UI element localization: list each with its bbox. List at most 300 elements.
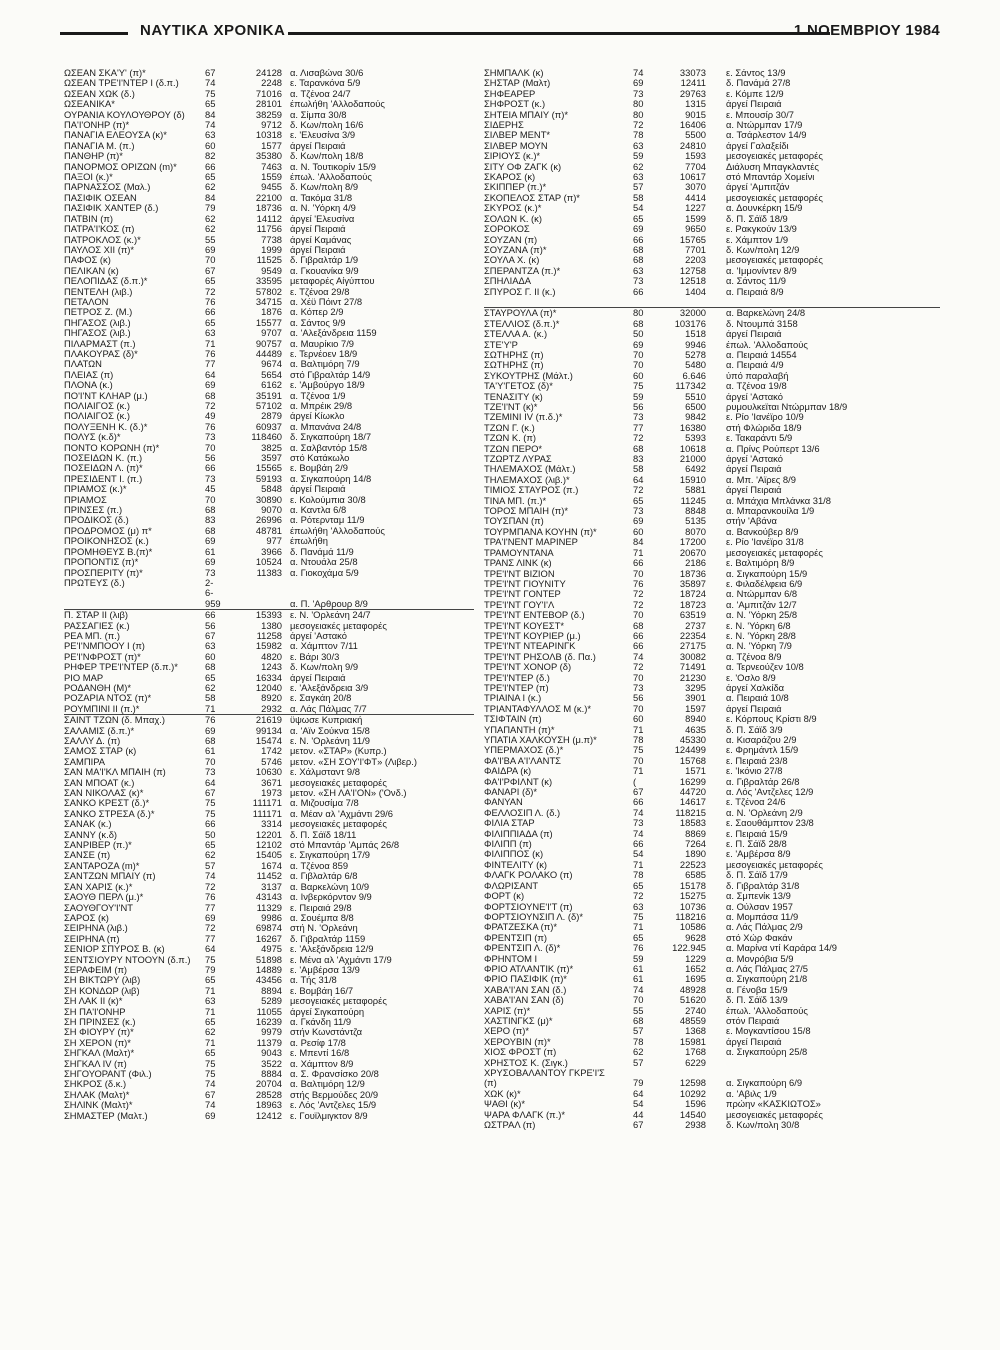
tonnage: 51620 <box>679 995 706 1006</box>
position: άργεί Πειραιά <box>726 1036 782 1047</box>
ship-row <box>484 1006 940 1016</box>
position: α. 'Ιμμονίντεν 8/9 <box>726 265 797 276</box>
ship-name: ΠΡΟΙΚΟΝΗΣΟΣ (κ.) <box>64 536 149 547</box>
built-year: 65 <box>633 932 644 943</box>
ship-row <box>484 693 940 703</box>
tonnage: 5881 <box>685 485 706 496</box>
ship-row <box>64 547 474 557</box>
ship-row <box>64 1038 474 1048</box>
position: ε. 'Αλεξάνδρεια 3/9 <box>290 682 369 693</box>
position: α. Λάς Πάλμας 27/5 <box>726 963 808 974</box>
tonnage: 14617 <box>679 797 706 808</box>
position: έπωλ. 'Αλλοδαπούς <box>290 172 372 183</box>
ship-row <box>64 349 474 359</box>
built-year: 63 <box>205 641 216 652</box>
ship-row <box>64 965 474 975</box>
position: α. Τακόμα 31/8 <box>290 192 353 203</box>
ship-row <box>64 1069 474 1079</box>
position: άργεί Καμάνας <box>290 234 352 245</box>
ship-row <box>64 819 474 829</box>
ship-name: ΣΟΥΖΑΝΑ (π)* <box>484 244 547 255</box>
built-year: 67 <box>205 788 216 799</box>
ship-row <box>64 172 474 182</box>
tonnage: 1518 <box>685 329 706 340</box>
ship-name: ΣΗΣΤΑΡ (Μαλτ) <box>484 78 551 89</box>
built-year: 76 <box>205 421 216 432</box>
position: α. Χέϋ Πόιντ 27/8 <box>290 296 363 307</box>
ship-name: ΤΡΙΑΙΝΑ Ι (κ.) <box>484 693 542 704</box>
tonnage: 18963 <box>255 1100 282 1111</box>
ship-row <box>484 371 940 381</box>
ship-name: ΧΩΚ (κ)* <box>484 1088 521 1099</box>
built-year: 59 <box>633 391 644 402</box>
built-year: 74 <box>633 68 644 78</box>
tonnage: 24810 <box>679 140 706 151</box>
tonnage: 8884 <box>261 1069 282 1079</box>
position: ε. Σιγκαπούρη 17/9 <box>290 850 371 861</box>
tonnage: 5289 <box>261 996 282 1007</box>
ship-row <box>64 89 474 99</box>
built-year: 57 <box>633 1057 644 1068</box>
position: α. Σιγκαπούρη 21/8 <box>726 974 808 985</box>
ship-row <box>64 495 474 505</box>
ship-name: ΧΕΡΟ (π)* <box>484 1026 530 1037</box>
tonnage: 12201 <box>255 829 282 840</box>
ship-name: ΡΟΖΑΡΙΑ ΝΤΟΣ (π)* <box>64 693 152 704</box>
ship-name: (π) <box>484 1078 497 1089</box>
position: στήν 'Αβάνα <box>726 516 777 527</box>
tonnage: 5480 <box>685 360 706 371</box>
tonnage: 7704 <box>685 161 706 172</box>
position: στόν Πειραιά <box>726 1015 780 1026</box>
ship-row <box>484 735 940 745</box>
tonnage: 5278 <box>685 349 706 360</box>
built-year: 74 <box>205 78 216 89</box>
ship-name: ΤΡΕ'Ι'ΝΤ ΡΗΣΟΛΒ (δ. Πα.) <box>484 651 596 662</box>
position: ε. Ν. 'Ορλεάνη 11/9 <box>290 736 370 746</box>
ship-name: ΦΡΙΟ ΠΑΣΙΦΙΚ (π)* <box>484 974 567 985</box>
ship-name: ΠΡΕΣΙΔΕΝΤ Ι. (π.) <box>64 473 143 484</box>
ship-name: ΣΑΝΚΟ ΣΤΡΕΣΑ (δ.)* <box>64 808 155 819</box>
position: δ. Πανάμά 11/9 <box>290 546 354 557</box>
built-year: 69 <box>633 339 644 350</box>
ship-name: ΣΗ ΚΟΝΔΩΡ (λιβ) <box>64 985 140 996</box>
built-year: 65 <box>205 672 216 683</box>
ship-row <box>484 1047 940 1057</box>
built-year: 84 <box>633 537 644 548</box>
position: ε. Τακαράντι 5/9 <box>726 433 793 444</box>
ship-row <box>64 411 474 421</box>
ship-row <box>64 141 474 151</box>
built-year: 6- <box>205 588 214 599</box>
tonnage: 45330 <box>679 735 706 745</box>
ship-row <box>64 1027 474 1037</box>
ship-row <box>484 881 940 891</box>
built-year: 75 <box>205 88 216 99</box>
position: μεσογειακές μεταφορές <box>726 255 823 266</box>
position: α. Ν. 'Υόρκη 25/8 <box>726 610 798 621</box>
ship-row <box>64 68 474 78</box>
ship-name: ΣΤΕΛΛΙΟΣ (δ.π.)* <box>484 318 560 329</box>
ship-name: ΦΡΕΝΤΣΙΠ Λ. (δ)* <box>484 943 561 954</box>
ship-name: ΤΡΑΝΣ ΛΙΝΚ (κ) <box>484 558 552 569</box>
position: ε. Τερνέοεν 18/9 <box>290 348 358 359</box>
ship-name: ΦΙΝΤΕΛΙΤΥ (κ) <box>484 859 548 870</box>
tonnage: 8070 <box>685 526 706 537</box>
position: ε. Βομβάη 16/7 <box>290 985 354 996</box>
tonnage: 2248 <box>261 78 282 89</box>
position: ε. 'Αλεξάνδρεια 12/9 <box>290 944 374 955</box>
built-year: 68 <box>633 244 644 255</box>
ship-name: ΤΖΕ'Ι'ΝΤ (κ)* <box>484 402 538 412</box>
tonnage: 35191 <box>255 390 282 401</box>
position: α. 'Αλεξάνδρεια 1159 <box>290 328 377 339</box>
tonnage: 6585 <box>685 870 706 881</box>
ship-row <box>484 1099 940 1109</box>
ship-name: ΦΑ'Ι'ΒΑ Α'Ι'ΛΑΝΤΣ <box>484 755 561 766</box>
built-year: 63 <box>205 996 216 1007</box>
tonnage: 21230 <box>679 672 706 683</box>
tonnage: 9712 <box>261 120 282 131</box>
ship-row <box>484 329 940 339</box>
built-year: 50 <box>633 329 644 340</box>
position: στό Μπαντάρ Χομείνι <box>726 172 815 183</box>
position: ε. Π. Σάϊδ 28/8 <box>726 839 787 850</box>
ship-name: ΧΑΒΑ'Ι'ΑΝ ΣΑΝ (δ.) <box>484 984 567 995</box>
position: στή Ν. 'Ορλεάνη <box>290 923 358 934</box>
ship-name: ΠΕΛΟΠΙΔΑΣ (δ.π.)* <box>64 276 148 287</box>
ship-name: ΠΡΟΔΙΚΟΣ (δ.) <box>64 515 129 526</box>
built-year: 77 <box>205 902 216 913</box>
ship-name: ΠΛΕΙΑΣ (π) <box>64 369 114 380</box>
built-year: 70 <box>633 610 644 621</box>
ship-row <box>484 1058 940 1068</box>
ship-name: ΣΙΔΕΡΗΣ <box>484 120 524 131</box>
position: ε. 'Αμβέρσα 13/9 <box>290 964 360 975</box>
ship-row <box>484 485 940 495</box>
ship-name: ΣΙΛΒΕΡ ΜΟΥΝ <box>484 140 548 151</box>
ship-name: ΨΑΘΙ (κ)* <box>484 1099 525 1110</box>
tonnage: 12758 <box>679 265 706 276</box>
built-year: 62 <box>205 850 216 861</box>
position: α. Ινβερκόρντον 9/9 <box>290 892 372 903</box>
tonnage: 117342 <box>675 381 706 392</box>
tonnage: 2203 <box>685 255 706 266</box>
ship-name: ΣΗΜΑΣΤΕΡ (Μαλτ.) <box>64 1110 148 1121</box>
position: ε. Τζένοα 24/6 <box>726 797 786 808</box>
ship-name: ΦΑΝΑΡΙ (δ)* <box>484 787 538 798</box>
built-year: 65 <box>633 495 644 506</box>
position: ε. Μπεντί 16/8 <box>290 1048 350 1059</box>
ship-name: ΣΕΝΙΟΡ ΣΠΥΡΟΣ Β. (κ) <box>64 944 165 955</box>
position: άργεί Σιγκαπούρη <box>290 1006 365 1017</box>
ship-name: ΣΥΚΟΥΤΡΗΣ (Μάλτ.) <box>484 370 573 381</box>
ship-row <box>64 235 474 245</box>
position: στήν Κωνστάντζα <box>290 1027 363 1038</box>
position: α. Μαυρίκιο 7/9 <box>290 338 355 349</box>
tonnage: 4975 <box>261 944 282 955</box>
position: στό Κατάκωλο <box>290 453 350 464</box>
ship-name: ΣΑΝΤΑΡΟΖΑ (m)* <box>64 860 140 871</box>
tonnage: 90757 <box>255 338 282 349</box>
ship-row <box>64 662 474 672</box>
tonnage: 6162 <box>261 380 282 391</box>
tonnage: 48928 <box>679 984 706 995</box>
tonnage: 9979 <box>261 1027 282 1038</box>
position: α. Γένοβα 15/9 <box>726 984 788 995</box>
ship-name: ΠΡΟΣΠΕΡΙΤΥ (π)* <box>64 567 143 578</box>
ship-row <box>64 401 474 411</box>
ship-row <box>64 1007 474 1017</box>
built-year: 67 <box>205 1089 216 1100</box>
ship-row <box>484 849 940 859</box>
position: ε. Κόρπους Κρίστι 8/9 <box>726 714 817 725</box>
ship-row <box>484 297 940 307</box>
tonnage: 69874 <box>255 923 282 934</box>
built-year: 66 <box>633 286 644 297</box>
position: α. Κόπερ 2/9 <box>290 307 344 318</box>
ship-row <box>64 1090 474 1100</box>
ship-row <box>64 328 474 338</box>
ship-row <box>484 756 940 766</box>
ship-row <box>64 923 474 933</box>
built-year: 68 <box>205 525 216 536</box>
tonnage: 17200 <box>679 537 706 548</box>
ship-row <box>64 840 474 850</box>
ship-row <box>484 203 940 213</box>
ship-row <box>64 599 474 609</box>
built-year: 65 <box>205 172 216 183</box>
ship-name: ΧΑΣΤΙΝΓΚΣ (μ)* <box>484 1015 553 1026</box>
built-year: 66 <box>205 819 216 830</box>
tonnage: 71491 <box>679 662 706 673</box>
ship-row <box>484 1068 940 1078</box>
tonnage: 28528 <box>255 1089 282 1100</box>
position: ε. Μογκαντίσου 15/8 <box>726 1026 811 1037</box>
built-year: 71 <box>633 922 644 933</box>
ship-name: ΤΡΕ'Ι'ΝΤ ΓΟΥ'Ι'Λ <box>484 599 555 610</box>
ship-name: ΣΟΥΛΑ Χ. (κ) <box>484 255 540 266</box>
built-year: 64 <box>205 369 216 380</box>
position: δ. Πανάμά 27/8 <box>726 78 791 89</box>
built-year: 67 <box>205 630 216 641</box>
ship-name: ΦΛΩΡΙΣΑΝΤ <box>484 880 539 891</box>
built-year: 60 <box>205 140 216 151</box>
ship-name: ΤΟΡΟΣ ΜΠΑΙΗ (π)* <box>484 506 568 517</box>
ship-row <box>484 381 940 391</box>
ship-row <box>64 1111 474 1121</box>
position: ρυμουλκεϊται Ντώρμπαν 18/9 <box>726 402 848 412</box>
ship-row <box>484 870 940 880</box>
built-year: 77 <box>633 422 644 433</box>
built-year: 74 <box>633 828 644 839</box>
built-year: 80 <box>633 99 644 110</box>
ship-row <box>64 224 474 234</box>
position: ε. Λός 'Αντζελες 15/9 <box>290 1100 377 1111</box>
built-year: 58 <box>633 192 644 203</box>
built-year: 75 <box>205 1069 216 1079</box>
ship-name: ΩΣΕΑΝΙΚΑ* <box>64 99 115 110</box>
position: άργεί Πειραιά <box>726 329 782 340</box>
tonnage: 9455 <box>261 182 282 193</box>
built-year: 65 <box>205 317 216 328</box>
ship-row <box>484 68 940 78</box>
built-year: 58 <box>205 693 216 704</box>
position: α. Ντουάλα 25/8 <box>290 557 358 568</box>
ship-name: ΤΖΕΜΙΝΙ IV (π.δ.)* <box>484 412 563 423</box>
ship-row <box>484 964 940 974</box>
ship-row <box>484 683 940 693</box>
tonnage: 44489 <box>255 348 282 359</box>
ship-name: ΧΑΒΑ'Ι'ΑΝ ΣΑΝ (δ) <box>484 995 564 1006</box>
ship-row <box>484 891 940 901</box>
tonnage: 4635 <box>685 724 706 735</box>
position: α. Ούλσαν 1957 <box>726 901 793 912</box>
ship-row <box>64 391 474 401</box>
ship-name: ΣΙΤΥ ΟΦ ΖΑΓΚ (κ) <box>484 161 562 172</box>
ship-name: ΣΑΙΝΤ ΤΖΩΝ (δ. Μπαχ.) <box>64 715 166 726</box>
built-year: 66 <box>633 630 644 641</box>
built-year: 79 <box>205 964 216 975</box>
tonnage: 15405 <box>255 850 282 861</box>
built-year: 71 <box>633 724 644 735</box>
built-year: 69 <box>633 78 644 89</box>
tonnage: 15178 <box>679 880 706 891</box>
built-year: 70 <box>633 349 644 360</box>
position: δ. Π. Σάϊδ 17/9 <box>726 870 788 881</box>
ship-name: ΧΕΡΟΥΒΙΝ (π)* <box>484 1036 551 1047</box>
ship-name: ΡΑΣΣΑΓΙΕΣ (κ.) <box>64 620 130 631</box>
ship-name: ΣΗΚΡΟΣ (δ.κ.) <box>64 1079 127 1090</box>
ship-name: ΠΟΛΥΞΕΝΗ Κ. (δ.)* <box>64 421 148 432</box>
built-year: 78 <box>633 130 644 141</box>
built-year: 68 <box>205 505 216 516</box>
built-year: 71 <box>205 1037 216 1048</box>
ship-name: ΠΑΦΟΣ (κ) <box>64 255 111 266</box>
built-year: 73 <box>205 767 216 778</box>
position: δ. Κων/πολη 30/8 <box>726 1120 800 1131</box>
built-year: 75 <box>205 1058 216 1069</box>
position: δ. Ντουμπά 3158 <box>726 318 798 329</box>
position: άργεί Χαλκίδα <box>726 682 785 693</box>
tonnage: 9650 <box>685 224 706 235</box>
position: α. Ν. 'Υόρκη 7/9 <box>726 641 792 652</box>
ship-row <box>64 120 474 130</box>
tonnage: 9707 <box>261 328 282 339</box>
tonnage: 11245 <box>680 495 706 506</box>
ship-name: ΠΑΞΟΙ (κ.)* <box>64 172 113 183</box>
ship-row <box>64 536 474 546</box>
built-year: 68 <box>633 620 644 631</box>
ship-row <box>484 162 940 172</box>
built-year: 75 <box>205 954 216 965</box>
built-year: 63 <box>633 172 644 183</box>
ship-name: ΣΗ ΒΙΚΤΩΡΥ (λιβ) <box>64 975 141 986</box>
tonnage: 3295 <box>685 682 706 693</box>
ship-name: ΠΡΟΠΟΝΤΙΣ (π)* <box>64 557 139 568</box>
built-year: 67 <box>633 1120 644 1131</box>
ship-name: ΤΡΕ'Ι'ΝΤ ΓΟΝΤΕΡ <box>484 589 561 600</box>
position: α. Σ. Φρανσίσκο 20/8 <box>290 1069 379 1079</box>
position: α. Γιοκοχάμα 5/9 <box>290 567 359 578</box>
ship-name: Π. ΣΤΑΡ ΙΙ (λιβ) <box>64 610 128 621</box>
position: ε. Ρίο 'Ιανέϊρο 10/9 <box>726 412 804 423</box>
ship-name: ΠΗΓΑΣΟΣ (λιβ.) <box>64 317 131 328</box>
ship-row <box>484 130 940 140</box>
tonnage: 10586 <box>679 922 706 933</box>
position: μεταφορές Αίγύπτου <box>290 276 375 287</box>
built-year: 54 <box>633 1099 644 1110</box>
ship-row <box>484 266 940 276</box>
ship-name: ΣΗΦΡΟΣΤ (κ.) <box>484 99 546 110</box>
ship-name: ΠΡΟΜΗΘΕΥΣ Β.(π)* <box>64 546 153 557</box>
built-year: 74 <box>633 984 644 995</box>
ship-row <box>64 568 474 578</box>
tonnage: 10617 <box>679 172 706 183</box>
tonnage: 21619 <box>255 715 282 726</box>
position: α. Μπ. 'Αϊρες 8/9 <box>726 474 796 485</box>
tonnage: 1999 <box>261 244 282 255</box>
tonnage: 18583 <box>679 818 706 829</box>
tonnage: 15577 <box>255 317 282 328</box>
built-year: 73 <box>205 567 216 578</box>
built-year: 70 <box>633 568 644 579</box>
ship-row <box>484 340 940 350</box>
ship-name: ΤΙΜΙΟΣ ΣΤΑΥΡΟΣ (π.) <box>484 485 579 496</box>
position: α. Κισαράζου 2/9 <box>726 735 797 745</box>
ship-row <box>484 110 940 120</box>
ship-row <box>64 266 474 276</box>
built-year: 44 <box>633 1109 644 1120</box>
position: μεσογειακές μεταφορές <box>726 192 823 203</box>
position: α. Σίμπα 30/8 <box>290 109 347 120</box>
built-year: 74 <box>205 120 216 131</box>
ship-name: ΠΛΟΝΑ (κ.) <box>64 380 113 391</box>
ship-row <box>484 600 940 610</box>
tonnage: 10292 <box>679 1088 706 1099</box>
tonnage: 14889 <box>255 964 282 975</box>
ship-row <box>64 214 474 224</box>
built-year: 66 <box>633 641 644 652</box>
ship-name: ΣΕΙΡΗΝΑ (π) <box>64 933 120 944</box>
position: α. Καντλα 6/8 <box>290 505 347 516</box>
tonnage: 18736 <box>679 568 706 579</box>
position: δ. Π. Σάϊδ 18/9 <box>726 213 788 224</box>
built-year: 65 <box>633 213 644 224</box>
position: δ. Γιβραλτάρ 1/9 <box>290 255 359 266</box>
ship-row <box>484 714 940 724</box>
tonnage: 2740 <box>685 1005 706 1016</box>
ship-name: ΤΡΕ'Ι'ΝΤ ΚΟΥΕΣΤ* <box>484 620 564 631</box>
ship-name: ΥΠΕΡΜΑΧΟΣ (δ.)* <box>484 745 564 756</box>
tonnage: 10318 <box>255 130 282 141</box>
position: α. Σιγκαπούρη 6/9 <box>726 1078 803 1089</box>
position: δ. Κων/πολη 8/9 <box>290 182 359 193</box>
ship-row <box>484 360 940 370</box>
tonnage: 35380 <box>255 151 282 162</box>
ship-row <box>64 683 474 693</box>
tonnage: 5500 <box>685 130 706 141</box>
ship-row <box>64 704 474 714</box>
ship-row <box>64 422 474 432</box>
tonnage: 9549 <box>261 265 282 276</box>
built-year: 78 <box>633 1036 644 1047</box>
tonnage: 118215 <box>675 807 706 818</box>
ship-row <box>64 359 474 369</box>
built-year: 72 <box>633 599 644 610</box>
built-year: 78 <box>633 870 644 881</box>
ship-row <box>64 830 474 840</box>
